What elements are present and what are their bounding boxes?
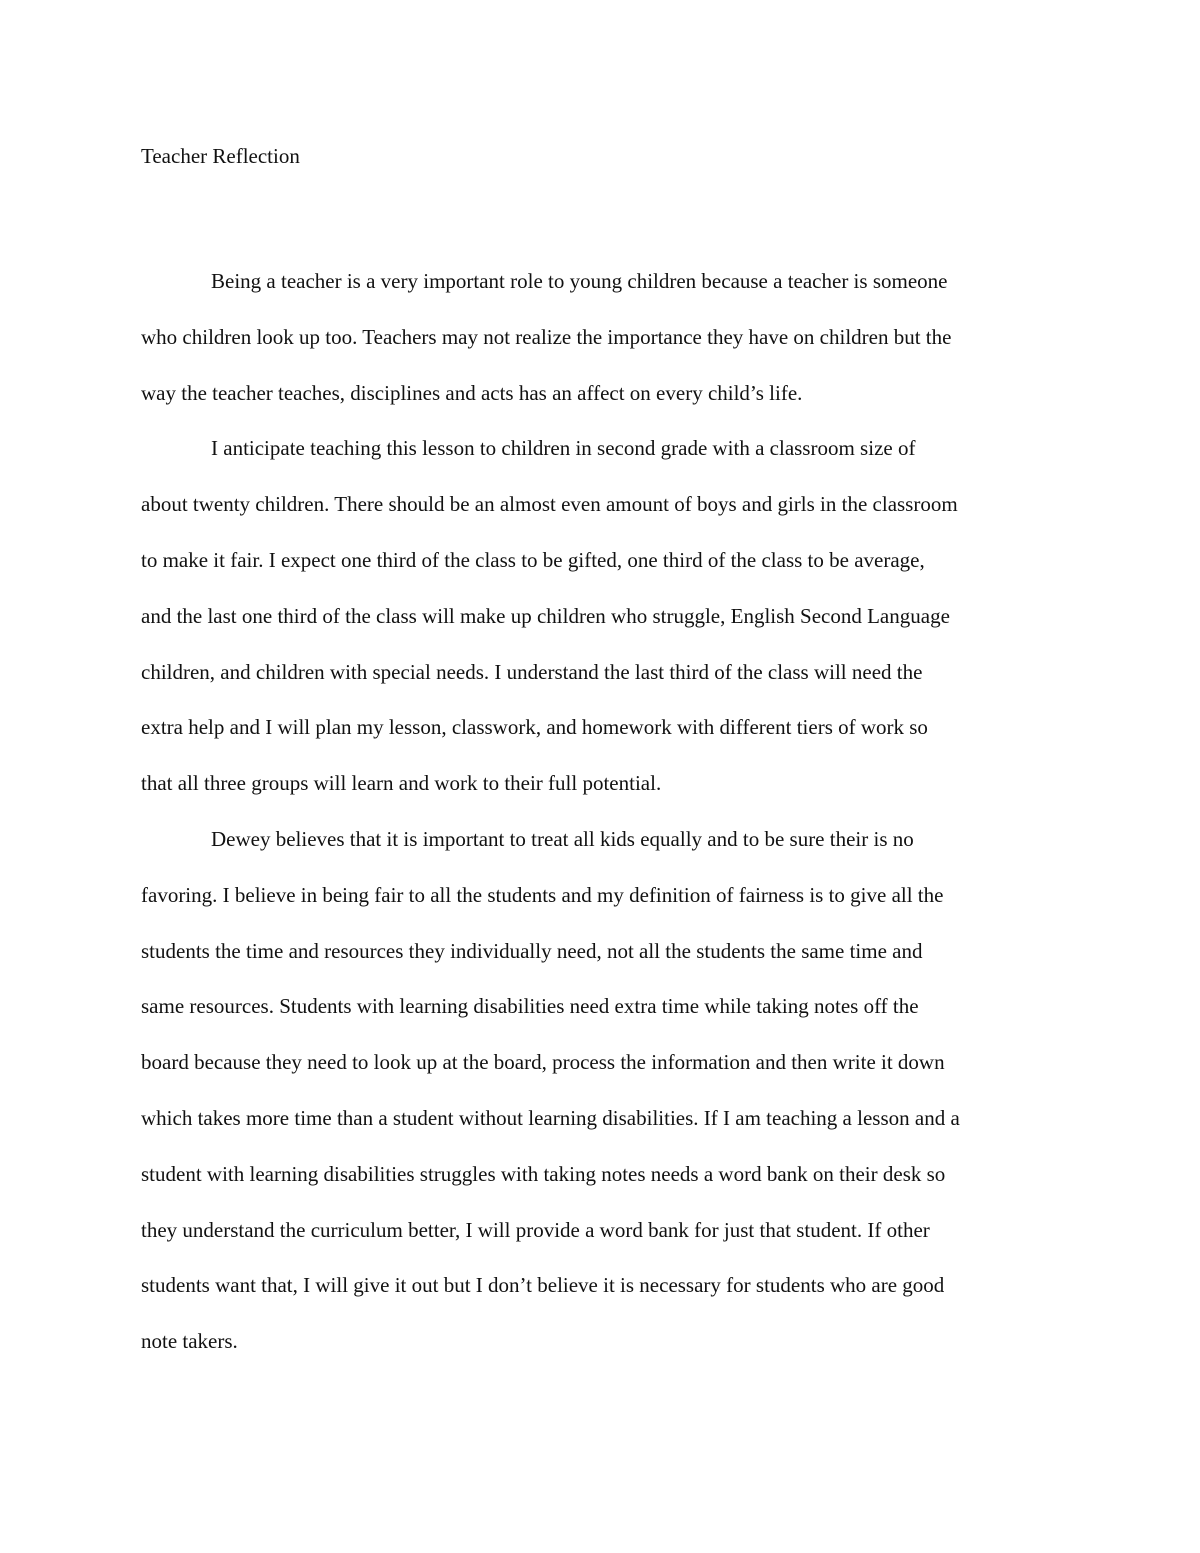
paragraph-line: same resources. Students with learning disabilities need extra time while taking notes off the	[141, 994, 919, 1019]
paragraph-line: way the teacher teaches, disciplines and acts has an affect on every child’s life.	[141, 380, 803, 405]
paragraph-line: to make it fair. I expect one third of the class to be gifted, one third of the class to be average,	[141, 547, 925, 572]
paragraph-line: favoring. I believe in being fair to all the students and my definition of fairness is to give all the	[141, 882, 944, 907]
paragraph-line: note takers.	[141, 1329, 238, 1354]
paragraph-line: that all three groups will learn and work to their full potential.	[141, 771, 662, 796]
paragraph-line: who children look up too. Teachers may not realize the importance they have on children but the	[141, 324, 952, 349]
paragraph-line: extra help and I will plan my lesson, classwork, and homework with different tiers of work so	[141, 715, 928, 740]
paragraph-line: they understand the curriculum better, I will provide a word bank for just that student. If other	[141, 1217, 930, 1242]
paragraph-line: about twenty children. There should be an almost even amount of boys and girls in the classroom	[141, 492, 958, 517]
document-body	[141, 254, 1071, 1370]
paragraph-line: and the last one third of the class will make up children who struggle, English Second Language	[141, 603, 950, 628]
paragraph-line: Being a teacher is a very important role to young children because a teacher is someone	[211, 269, 948, 293]
paragraph-fairness	[141, 812, 1071, 1370]
paragraph-line: students want that, I will give it out but I don’t believe it is necessary for students who are good	[141, 1273, 945, 1298]
paragraph-classroom	[141, 421, 1071, 812]
paragraph-line: Dewey believes that it is important to treat all kids equally and to be sure their is no	[211, 826, 914, 851]
document-title: Teacher Reflection	[141, 144, 300, 168]
paragraph-line: board because they need to look up at the board, process the information and then write it down	[141, 1050, 945, 1075]
paragraph-teacher-role	[141, 254, 1071, 421]
paragraph-line: student with learning disabilities struggles with taking notes needs a word bank on their desk so	[141, 1161, 946, 1186]
paragraph-line: children, and children with special needs. I understand the last third of the class will need the	[141, 659, 923, 684]
paragraph-line: which takes more time than a student without learning disabilities. If I am teaching a lesson and a	[141, 1105, 960, 1130]
paragraph-line: I anticipate teaching this lesson to children in second grade with a classroom size of	[211, 436, 916, 461]
paragraph-line: students the time and resources they individually need, not all the students the same time and	[141, 938, 923, 963]
